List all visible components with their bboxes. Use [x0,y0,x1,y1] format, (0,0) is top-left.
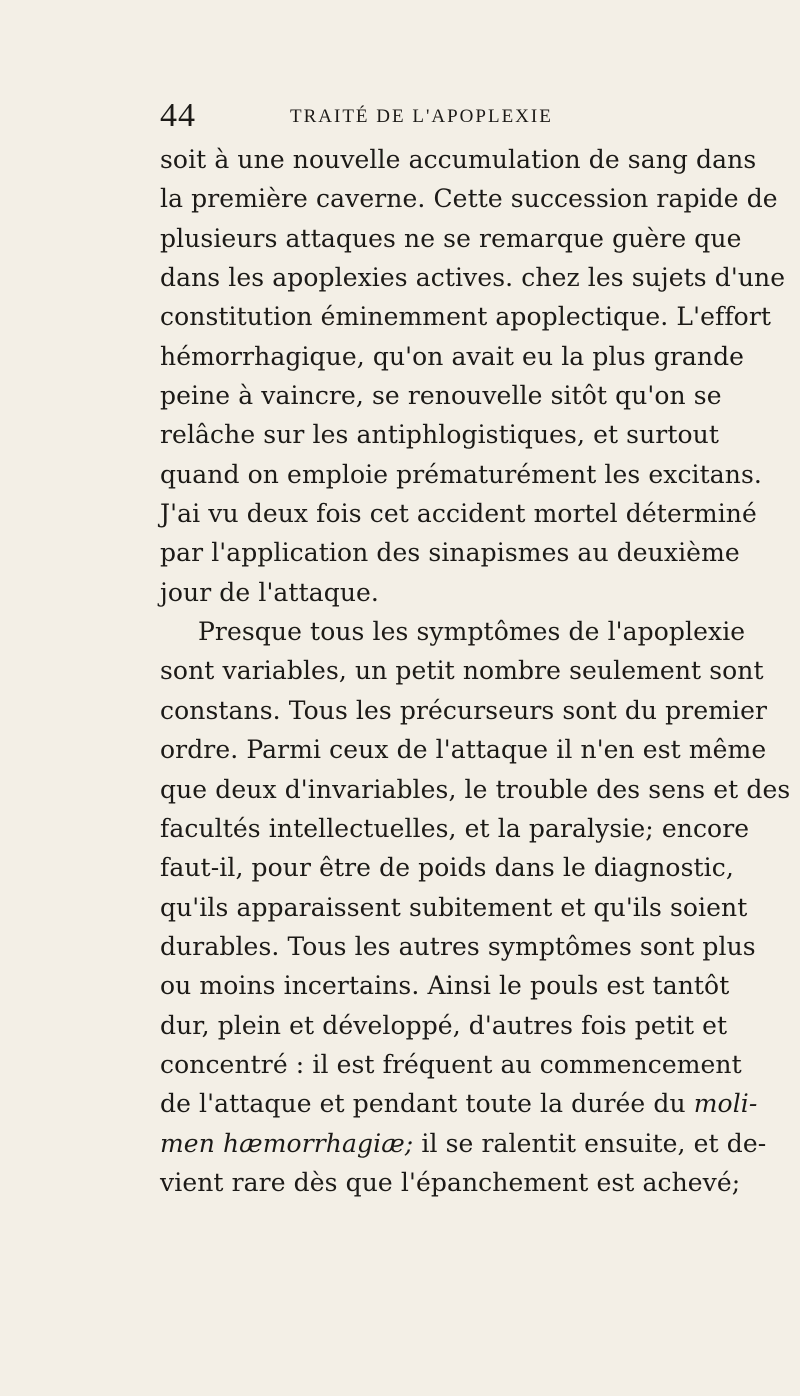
text-line: constans. Tous les précurseurs sont du premier [160,695,768,725]
text-line: dur, plein et développé, d'autres fois petit et [160,1010,728,1040]
text-line: concentré : il est fréquent au commencement [160,1049,742,1079]
text-line: ou moins incertains. Ainsi le pouls est tantôt [160,971,730,1001]
text-line: dans les apoplexies actives. chez les sujets d'une [160,263,786,293]
text-line: faut-il, pour être de poids dans le diagnostic, [160,853,734,883]
text-line: quand on emploie prématurément les excitans. [160,459,762,489]
text-line [160,1124,767,1163]
page-number: 44 [160,97,196,134]
running-head [160,96,660,136]
text-line: qu'ils apparaissent subitement et qu'ils soient [160,892,748,922]
text-line: que deux d'invariables, le trouble des sens et des [160,774,791,804]
text-line [160,1084,758,1123]
text-line: vient rare dès que l'épanchement est achevé; [160,1167,741,1197]
text-line: la première caverne. Cette succession rapide de [160,184,778,214]
text-line: plusieurs attaques ne se remarque guère que [160,223,742,253]
paragraph-end-line: jour de l'attaque. [160,577,379,607]
paragraph-start-line: Presque tous les symptômes de l'apoplexie [198,617,746,647]
text-line: durables. Tous les autres symptômes sont plus [160,931,756,961]
latin-term-start: moli- [693,1089,758,1119]
line-text: de l'attaque et pendant toute la durée du [160,1089,686,1119]
latin-term-end: men hæmorrhagiæ; [160,1128,414,1158]
text-line: ordre. Parmi ceux de l'attaque il n'en est même [160,735,767,765]
text-line: peine à vaincre, se renouvelle sitôt qu'on se [160,381,722,411]
text-line: facultés intellectuelles, et la paralysie; encore [160,813,750,843]
text-line: J'ai vu deux fois cet accident mortel déterminé [160,499,757,529]
text-line: soit à une nouvelle accumulation de sang dans [160,145,757,174]
running-title: TRAITÉ DE L'APOPLEXIE [290,106,553,127]
line-text: il se ralentit ensuite, et de- [413,1128,767,1158]
text-line: relâche sur les antiphlogistiques, et surtout [160,420,719,450]
body-text [160,140,791,1202]
text-line: sont variables, un petit nombre seulement sont [160,656,764,686]
text-line: hémorrhagique, qu'on avait eu la plus grande [160,341,745,371]
text-line: constitution éminemment apoplectique. L'effort [160,302,772,332]
text-line: par l'application des sinapismes au deuxième [160,538,740,568]
